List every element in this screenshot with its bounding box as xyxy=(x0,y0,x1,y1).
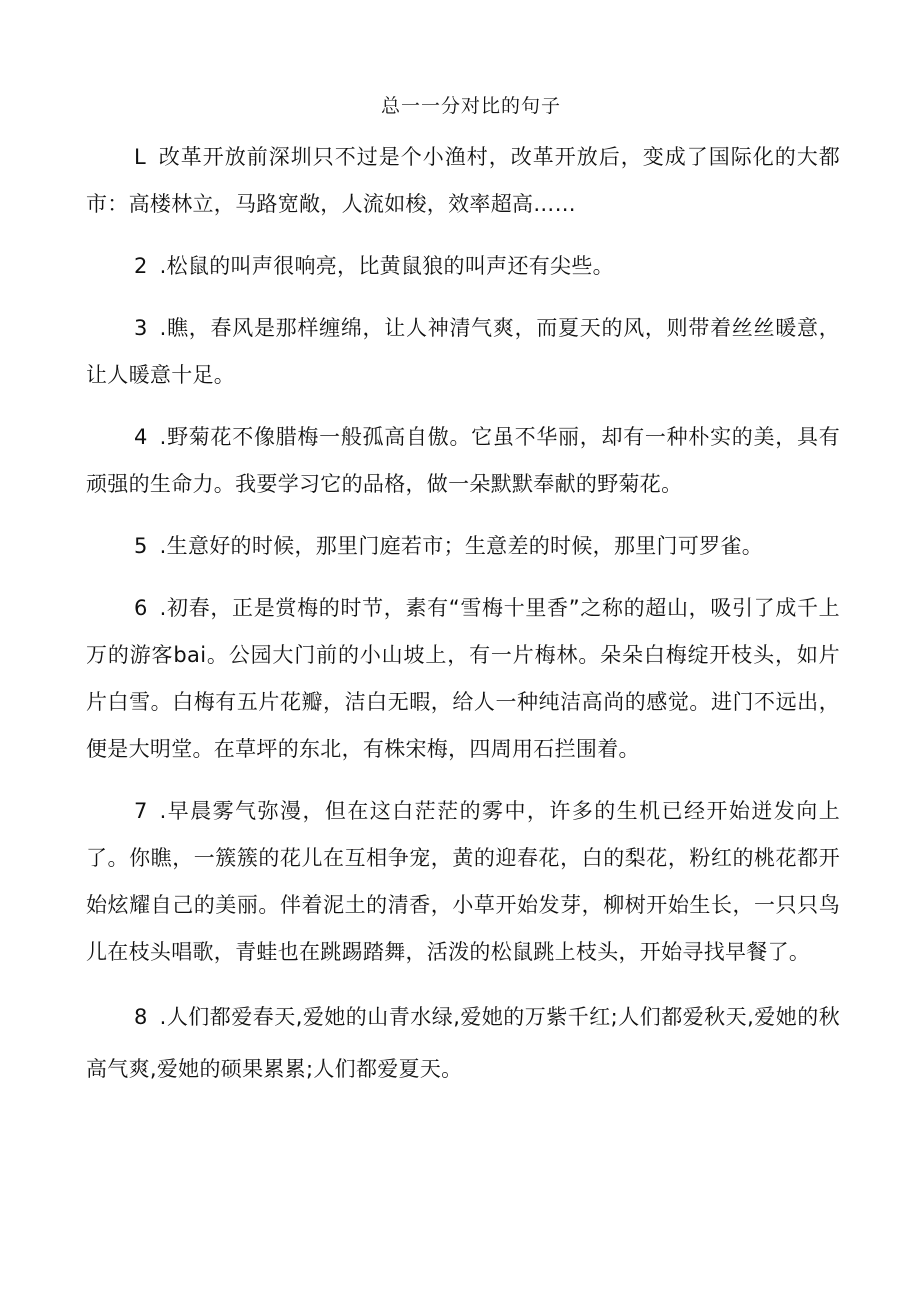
item-text: .人们都爱春天,爱她的山青水绿,爱她的万紫千红;人们都爱秋天,爱她的秋高气爽,爱她的硕果累累;人们都爱夏天。 xyxy=(86,1005,840,1081)
item-number: 4 xyxy=(134,425,148,449)
document-title: 总一一分对比的句子 xyxy=(380,95,561,117)
item-text: .生意好的时候，那里门庭若市；生意差的时候，那里门可罗雀。 xyxy=(159,534,764,558)
item-text: 改革开放前深圳只不过是个小渔村，改革开放后，变成了国际化的大都市：高楼林立，马路宽敞，人流如梭，效率超高…… xyxy=(86,145,840,216)
item-number: 2 xyxy=(134,254,148,278)
item-text: .野菊花不像腊梅一般孤高自傲。它虽不华丽，却有一种朴实的美，具有顽强的生命力。我要学习它的品格，做一朵默默奉献的野菊花。 xyxy=(86,425,840,496)
list-item xyxy=(86,305,840,399)
list-item xyxy=(86,788,840,976)
item-number: 8 xyxy=(134,1005,148,1029)
item-text: .松鼠的叫声很响亮，比黄鼠狼的叫声还有尖些。 xyxy=(159,254,614,278)
item-text: .早晨雾气弥漫，但在这白茫茫的雾中，许多的生机已经开始迸发向上了。你瞧，一簇簇的花儿在互相争宠，黄的迎春花，白的梨花，粉红的桃花都开始炫耀自己的美丽。伴着泥土的清香，小草开始发芽，柳树开始生长，一只只鸟儿在枝头唱歌，青蛙也在跳踢踏舞，活泼的松鼠跳上枝头，开始寻找早餐了。 xyxy=(86,799,840,964)
item-number: 7 xyxy=(134,799,148,823)
item-number: 6 xyxy=(134,596,148,620)
item-number: 3 xyxy=(134,316,148,340)
list-item xyxy=(86,991,840,1095)
list-item xyxy=(86,585,840,773)
list-item xyxy=(86,134,840,228)
list-item xyxy=(86,243,840,290)
sentence-list xyxy=(86,134,840,1095)
item-number: L xyxy=(134,145,146,169)
list-item xyxy=(86,414,840,508)
item-text: .瞧，春风是那样缠绵，让人神清气爽，而夏天的风，则带着丝丝暖意，让人暖意十足。 xyxy=(86,316,840,387)
item-text: .初春，正是赏梅的时节，素有“雪梅十里香”之称的超山，吸引了成千上万的游客bai。公园大门前的小山坡上，有一片梅林。朵朵白梅绽开枝头，如片片白雪。白梅有五片花瓣，洁白无暇，给人一种纯洁高尚的感觉。进门不远出，便是大明堂。在草坪的东北，有株宋梅，四周用石拦围着。 xyxy=(86,596,840,761)
item-number: 5 xyxy=(134,534,148,558)
list-item xyxy=(86,523,840,570)
